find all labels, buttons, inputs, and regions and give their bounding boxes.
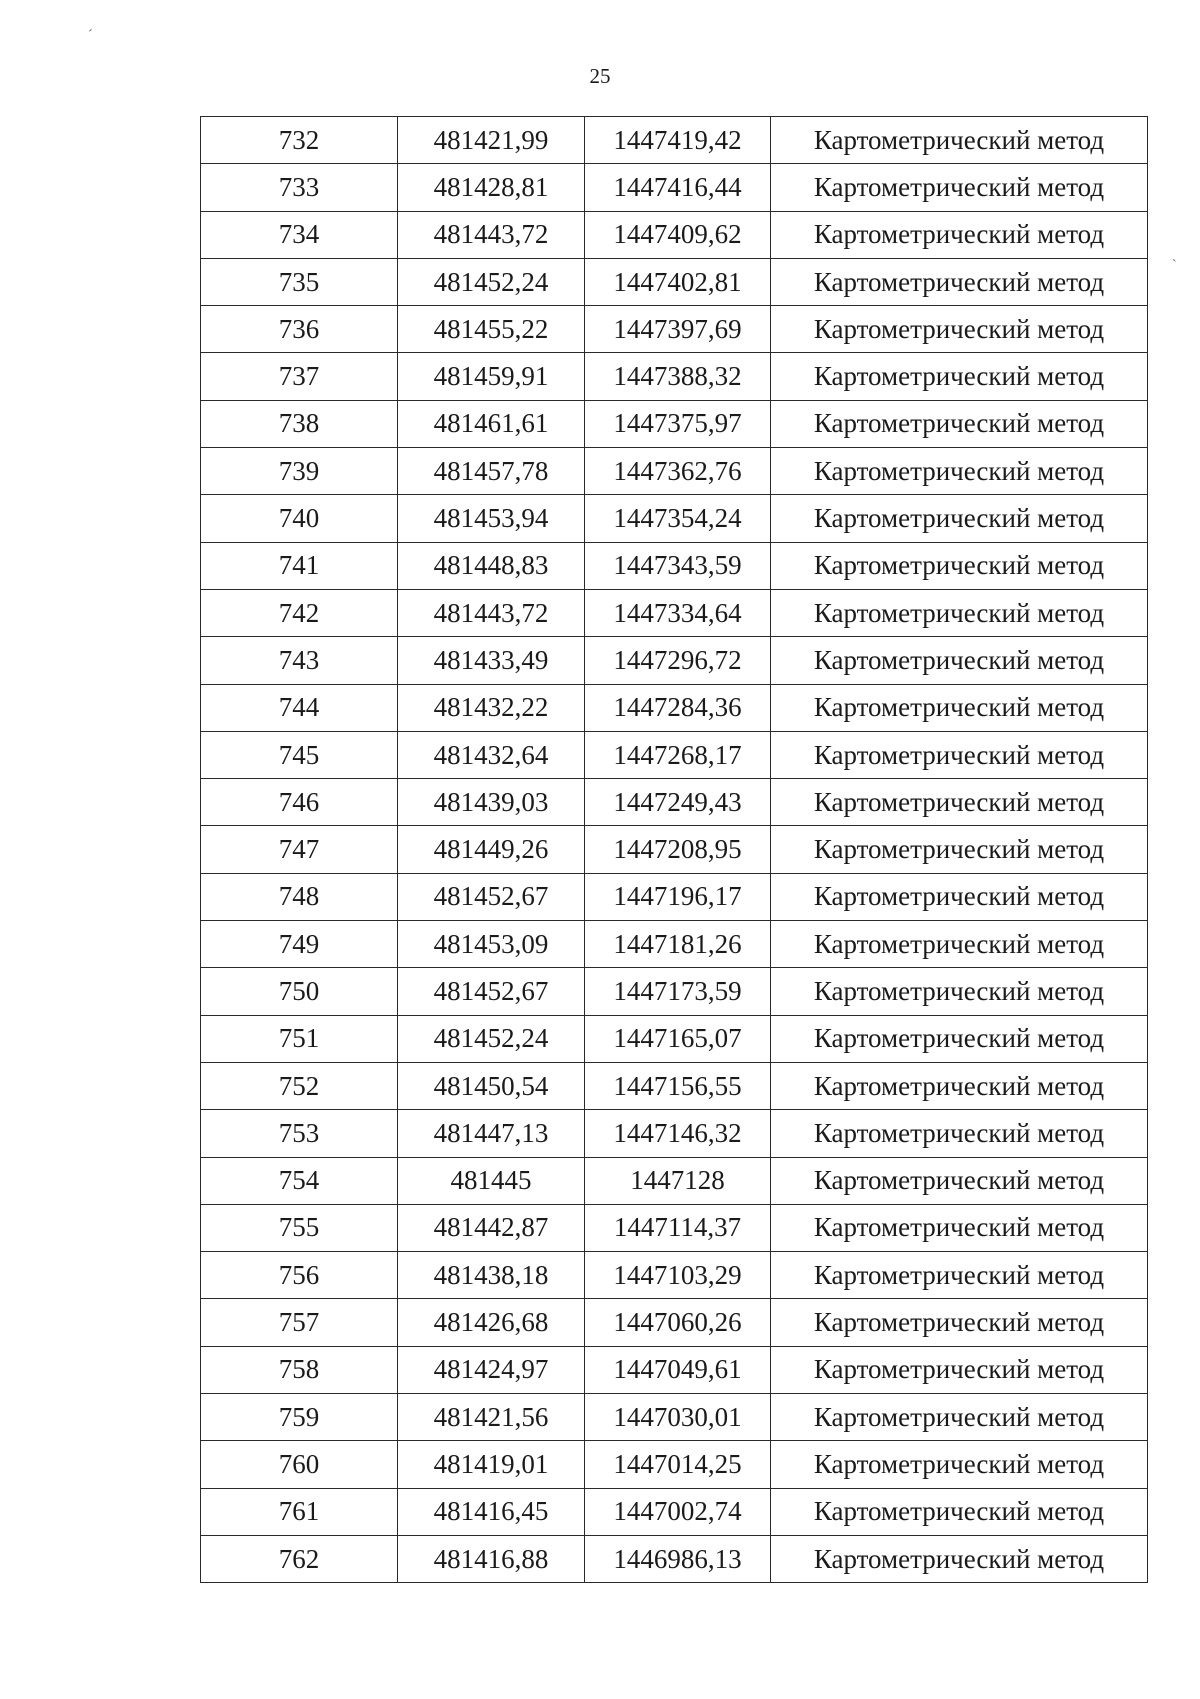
x-coordinate-cell: 481450,54 — [398, 1062, 585, 1109]
method-cell: Картометрический метод — [771, 921, 1148, 968]
point-number-cell: 736 — [201, 306, 398, 353]
method-cell: Картометрический метод — [771, 637, 1148, 684]
table-row — [201, 1015, 1148, 1062]
point-number-cell: 762 — [201, 1535, 398, 1582]
x-coordinate-cell: 481424,97 — [398, 1346, 585, 1393]
x-coordinate-cell: 481443,72 — [398, 211, 585, 258]
method-cell: Картометрический метод — [771, 1015, 1148, 1062]
x-coordinate-cell: 481442,87 — [398, 1204, 585, 1251]
y-coordinate-cell: 1447060,26 — [585, 1299, 771, 1346]
table-row — [201, 1535, 1148, 1582]
point-number-cell: 742 — [201, 589, 398, 636]
point-number-cell: 739 — [201, 448, 398, 495]
table-row — [201, 117, 1148, 164]
method-cell: Картометрический метод — [771, 1346, 1148, 1393]
table-row — [201, 1062, 1148, 1109]
x-coordinate-cell: 481459,91 — [398, 353, 585, 400]
point-number-cell: 745 — [201, 731, 398, 778]
method-cell: Картометрический метод — [771, 968, 1148, 1015]
table-row — [201, 306, 1148, 353]
method-cell: Картометрический метод — [771, 1252, 1148, 1299]
x-coordinate-cell: 481452,67 — [398, 873, 585, 920]
y-coordinate-cell: 1447354,24 — [585, 495, 771, 542]
table-row — [201, 589, 1148, 636]
method-cell: Картометрический метод — [771, 1110, 1148, 1157]
x-coordinate-cell: 481421,99 — [398, 117, 585, 164]
point-number-cell: 746 — [201, 779, 398, 826]
x-coordinate-cell: 481416,45 — [398, 1488, 585, 1535]
x-coordinate-cell: 481448,83 — [398, 542, 585, 589]
point-number-cell: 743 — [201, 637, 398, 684]
y-coordinate-cell: 1447128 — [585, 1157, 771, 1204]
x-coordinate-cell: 481453,94 — [398, 495, 585, 542]
method-cell: Картометрический метод — [771, 542, 1148, 589]
method-cell: Картометрический метод — [771, 1204, 1148, 1251]
y-coordinate-cell: 1447165,07 — [585, 1015, 771, 1062]
y-coordinate-cell: 1447196,17 — [585, 873, 771, 920]
x-coordinate-cell: 481432,22 — [398, 684, 585, 731]
method-cell: Картометрический метод — [771, 306, 1148, 353]
y-coordinate-cell: 1447249,43 — [585, 779, 771, 826]
x-coordinate-cell: 481433,49 — [398, 637, 585, 684]
method-cell: Картометрический метод — [771, 1394, 1148, 1441]
point-number-cell: 760 — [201, 1441, 398, 1488]
table-row — [201, 637, 1148, 684]
y-coordinate-cell: 1447002,74 — [585, 1488, 771, 1535]
x-coordinate-cell: 481449,26 — [398, 826, 585, 873]
point-number-cell: 737 — [201, 353, 398, 400]
table-row — [201, 1346, 1148, 1393]
y-coordinate-cell: 1447362,76 — [585, 448, 771, 495]
table-row — [201, 1394, 1148, 1441]
method-cell: Картометрический метод — [771, 1535, 1148, 1582]
table-row — [201, 684, 1148, 731]
point-number-cell: 761 — [201, 1488, 398, 1535]
y-coordinate-cell: 1447397,69 — [585, 306, 771, 353]
method-cell: Картометрический метод — [771, 164, 1148, 211]
y-coordinate-cell: 1447343,59 — [585, 542, 771, 589]
y-coordinate-cell: 1446986,13 — [585, 1535, 771, 1582]
table-row — [201, 1204, 1148, 1251]
y-coordinate-cell: 1447114,37 — [585, 1204, 771, 1251]
x-coordinate-cell: 481443,72 — [398, 589, 585, 636]
table-row — [201, 873, 1148, 920]
method-cell: Картометрический метод — [771, 1488, 1148, 1535]
table-row — [201, 448, 1148, 495]
point-number-cell: 752 — [201, 1062, 398, 1109]
y-coordinate-cell: 1447416,44 — [585, 164, 771, 211]
y-coordinate-cell: 1447173,59 — [585, 968, 771, 1015]
table-row — [201, 1488, 1148, 1535]
table-row — [201, 495, 1148, 542]
method-cell: Картометрический метод — [771, 731, 1148, 778]
table-row — [201, 921, 1148, 968]
x-coordinate-cell: 481428,81 — [398, 164, 585, 211]
point-number-cell: 754 — [201, 1157, 398, 1204]
table-row — [201, 1299, 1148, 1346]
coordinates-table — [200, 116, 1148, 1583]
table-row — [201, 826, 1148, 873]
method-cell: Картометрический метод — [771, 779, 1148, 826]
method-cell: Картометрический метод — [771, 826, 1148, 873]
method-cell: Картометрический метод — [771, 1441, 1148, 1488]
table-row — [201, 968, 1148, 1015]
x-coordinate-cell: 481432,64 — [398, 731, 585, 778]
scan-mark: ´ — [88, 28, 93, 43]
method-cell: Картометрический метод — [771, 495, 1148, 542]
y-coordinate-cell: 1447103,29 — [585, 1252, 771, 1299]
y-coordinate-cell: 1447049,61 — [585, 1346, 771, 1393]
table-row — [201, 400, 1148, 447]
point-number-cell: 753 — [201, 1110, 398, 1157]
point-number-cell: 740 — [201, 495, 398, 542]
point-number-cell: 748 — [201, 873, 398, 920]
x-coordinate-cell: 481439,03 — [398, 779, 585, 826]
x-coordinate-cell: 481453,09 — [398, 921, 585, 968]
x-coordinate-cell: 481452,24 — [398, 258, 585, 305]
table-row — [201, 1252, 1148, 1299]
point-number-cell: 741 — [201, 542, 398, 589]
method-cell: Картометрический метод — [771, 211, 1148, 258]
point-number-cell: 734 — [201, 211, 398, 258]
y-coordinate-cell: 1447375,97 — [585, 400, 771, 447]
x-coordinate-cell: 481452,24 — [398, 1015, 585, 1062]
method-cell: Картометрический метод — [771, 258, 1148, 305]
y-coordinate-cell: 1447268,17 — [585, 731, 771, 778]
point-number-cell: 758 — [201, 1346, 398, 1393]
table-row — [201, 779, 1148, 826]
method-cell: Картометрический метод — [771, 353, 1148, 400]
method-cell: Картометрический метод — [771, 1157, 1148, 1204]
method-cell: Картометрический метод — [771, 117, 1148, 164]
x-coordinate-cell: 481457,78 — [398, 448, 585, 495]
method-cell: Картометрический метод — [771, 873, 1148, 920]
point-number-cell: 744 — [201, 684, 398, 731]
table-row — [201, 731, 1148, 778]
method-cell: Картометрический метод — [771, 684, 1148, 731]
table-row — [201, 211, 1148, 258]
y-coordinate-cell: 1447284,36 — [585, 684, 771, 731]
table-row — [201, 164, 1148, 211]
table-row — [201, 542, 1148, 589]
method-cell: Картометрический метод — [771, 1299, 1148, 1346]
y-coordinate-cell: 1447156,55 — [585, 1062, 771, 1109]
point-number-cell: 733 — [201, 164, 398, 211]
x-coordinate-cell: 481455,22 — [398, 306, 585, 353]
y-coordinate-cell: 1447334,64 — [585, 589, 771, 636]
x-coordinate-cell: 481421,56 — [398, 1394, 585, 1441]
point-number-cell: 756 — [201, 1252, 398, 1299]
y-coordinate-cell: 1447388,32 — [585, 353, 771, 400]
x-coordinate-cell: 481447,13 — [398, 1110, 585, 1157]
y-coordinate-cell: 1447030,01 — [585, 1394, 771, 1441]
point-number-cell: 749 — [201, 921, 398, 968]
y-coordinate-cell: 1447419,42 — [585, 117, 771, 164]
method-cell: Картометрический метод — [771, 400, 1148, 447]
coordinates-table-body — [201, 117, 1148, 1583]
point-number-cell: 759 — [201, 1394, 398, 1441]
point-number-cell: 735 — [201, 258, 398, 305]
point-number-cell: 732 — [201, 117, 398, 164]
x-coordinate-cell: 481419,01 — [398, 1441, 585, 1488]
y-coordinate-cell: 1447181,26 — [585, 921, 771, 968]
method-cell: Картометрический метод — [771, 448, 1148, 495]
table-row — [201, 1441, 1148, 1488]
page-number: 25 — [589, 64, 611, 88]
method-cell: Картометрический метод — [771, 1062, 1148, 1109]
point-number-cell: 750 — [201, 968, 398, 1015]
table-row — [201, 1110, 1148, 1157]
table-row — [201, 353, 1148, 400]
method-cell: Картометрический метод — [771, 589, 1148, 636]
x-coordinate-cell: 481416,88 — [398, 1535, 585, 1582]
point-number-cell: 755 — [201, 1204, 398, 1251]
point-number-cell: 738 — [201, 400, 398, 447]
x-coordinate-cell: 481438,18 — [398, 1252, 585, 1299]
y-coordinate-cell: 1447296,72 — [585, 637, 771, 684]
point-number-cell: 747 — [201, 826, 398, 873]
point-number-cell: 757 — [201, 1299, 398, 1346]
scan-mark: ` — [1172, 258, 1177, 273]
x-coordinate-cell: 481452,67 — [398, 968, 585, 1015]
x-coordinate-cell: 481445 — [398, 1157, 585, 1204]
y-coordinate-cell: 1447014,25 — [585, 1441, 771, 1488]
table-row — [201, 258, 1148, 305]
y-coordinate-cell: 1447146,32 — [585, 1110, 771, 1157]
x-coordinate-cell: 481426,68 — [398, 1299, 585, 1346]
point-number-cell: 751 — [201, 1015, 398, 1062]
y-coordinate-cell: 1447402,81 — [585, 258, 771, 305]
y-coordinate-cell: 1447208,95 — [585, 826, 771, 873]
y-coordinate-cell: 1447409,62 — [585, 211, 771, 258]
table-row — [201, 1157, 1148, 1204]
x-coordinate-cell: 481461,61 — [398, 400, 585, 447]
